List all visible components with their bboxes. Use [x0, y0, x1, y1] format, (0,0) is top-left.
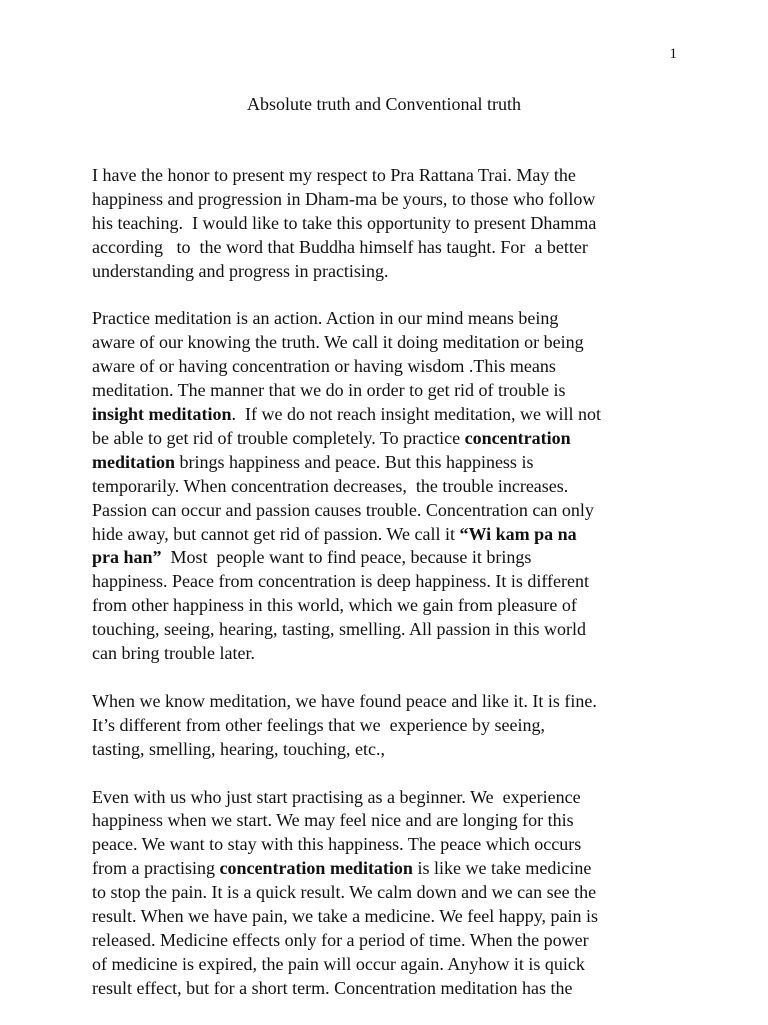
text-run: temporarily. When concentration decreases, the trouble increases. — [92, 475, 569, 496]
text-line — [92, 594, 712, 618]
text-run: released. Medicine effects only for a period of time. When the power — [92, 929, 589, 950]
text-line — [92, 881, 712, 905]
bold-text: insight meditation — [92, 404, 232, 425]
text-line — [92, 403, 712, 427]
text-run: Most people want to find peace, because it brings — [161, 547, 532, 568]
text-line — [92, 236, 712, 260]
paragraph — [92, 307, 712, 666]
text-run: to stop the pain. It is a quick result. We calm down and we can see the — [92, 882, 597, 903]
text-run: happiness and progression in Dham-ma be yours, to those who follow — [92, 188, 596, 209]
text-line — [92, 307, 712, 331]
text-line — [92, 427, 712, 451]
bold-text: pra han” — [92, 547, 162, 568]
text-line — [92, 714, 712, 738]
text-line — [92, 929, 712, 953]
text-run: according to the word that Buddha himself has taught. For a better — [92, 236, 588, 257]
text-line — [92, 546, 712, 570]
text-line — [92, 523, 712, 547]
text-run: from a practising — [92, 858, 220, 879]
text-line — [92, 164, 712, 188]
text-line — [92, 786, 712, 810]
text-line — [92, 260, 712, 284]
text-run: When we know meditation, we have found peace and like it. It is fine. — [92, 690, 597, 711]
bold-text: meditation — [92, 451, 175, 472]
text-line — [92, 355, 712, 379]
document-body — [92, 164, 712, 1025]
text-run: of medicine is expired, the pain will occur again. Anyhow it is quick — [92, 953, 585, 974]
text-run: peace. We want to stay with this happiness. The peace which occurs — [92, 834, 582, 855]
text-line — [92, 188, 712, 212]
text-run: Practice meditation is an action. Action in our mind means being — [92, 308, 559, 329]
text-run: tasting, smelling, hearing, touching, etc., — [92, 738, 385, 759]
text-run: from other happiness in this world, which we gain from pleasure of — [92, 595, 577, 616]
text-run: touching, seeing, hearing, tasting, smelling. All passion in this world — [92, 619, 586, 640]
text-run: result effect, but for a short term. Concentration meditation has the — [92, 977, 573, 998]
text-run: happiness. Peace from concentration is deep happiness. It is different — [92, 571, 590, 592]
text-run: Passion can occur and passion causes trouble. Concentration can only — [92, 499, 594, 520]
text-line — [92, 905, 712, 929]
bold-text: “Wi kam pa na — [459, 523, 577, 544]
text-line — [92, 570, 712, 594]
page-number: 1 — [669, 46, 677, 62]
text-line — [92, 809, 712, 833]
text-run: hide away, but cannot get rid of passion. We call it — [92, 523, 460, 544]
text-run: happiness when we start. We may feel nice and are longing for this — [92, 810, 574, 831]
text-run: his teaching. I would like to take this opportunity to present Dhamma — [92, 212, 597, 233]
text-line — [92, 642, 712, 666]
text-line — [92, 738, 712, 762]
text-line — [92, 690, 712, 714]
document-title: Absolute truth and Conventional truth — [247, 94, 521, 114]
text-line — [92, 499, 712, 523]
text-line — [92, 451, 712, 475]
text-run: be able to get rid of trouble completely. To practice — [92, 427, 465, 448]
text-line — [92, 331, 712, 355]
text-line — [92, 857, 712, 881]
text-line — [92, 618, 712, 642]
text-run: brings happiness and peace. But this happiness is — [175, 451, 534, 472]
text-run: . If we do not reach insight meditation, we will not — [231, 404, 601, 425]
text-run: is like we take medicine — [412, 858, 592, 879]
text-line — [92, 953, 712, 977]
bold-text: concentration meditation — [219, 858, 413, 879]
text-line — [92, 379, 712, 403]
text-line — [92, 833, 712, 857]
text-run: can bring trouble later. — [92, 643, 255, 664]
text-line — [92, 212, 712, 236]
text-line — [92, 475, 712, 499]
text-run: aware of our knowing the truth. We call it doing meditation or being — [92, 332, 584, 353]
bold-text: concentration — [464, 427, 571, 448]
paragraph — [92, 786, 712, 1001]
text-line — [92, 977, 712, 1001]
text-run: understanding and progress in practising. — [92, 260, 389, 281]
text-run: Even with us who just start practising as a beginner. We experience — [92, 786, 581, 807]
paragraph — [92, 690, 712, 762]
text-run: aware of or having concentration or having wisdom .This means — [92, 356, 556, 377]
text-run: meditation. The manner that we do in order to get rid of trouble is — [92, 380, 566, 401]
text-run: It’s different from other feelings that we experience by seeing, — [92, 714, 545, 735]
paragraph — [92, 164, 712, 284]
text-run: I have the honor to present my respect to Pra Rattana Trai. May the — [92, 165, 576, 185]
text-run: result. When we have pain, we take a medicine. We feel happy, pain is — [92, 906, 599, 927]
